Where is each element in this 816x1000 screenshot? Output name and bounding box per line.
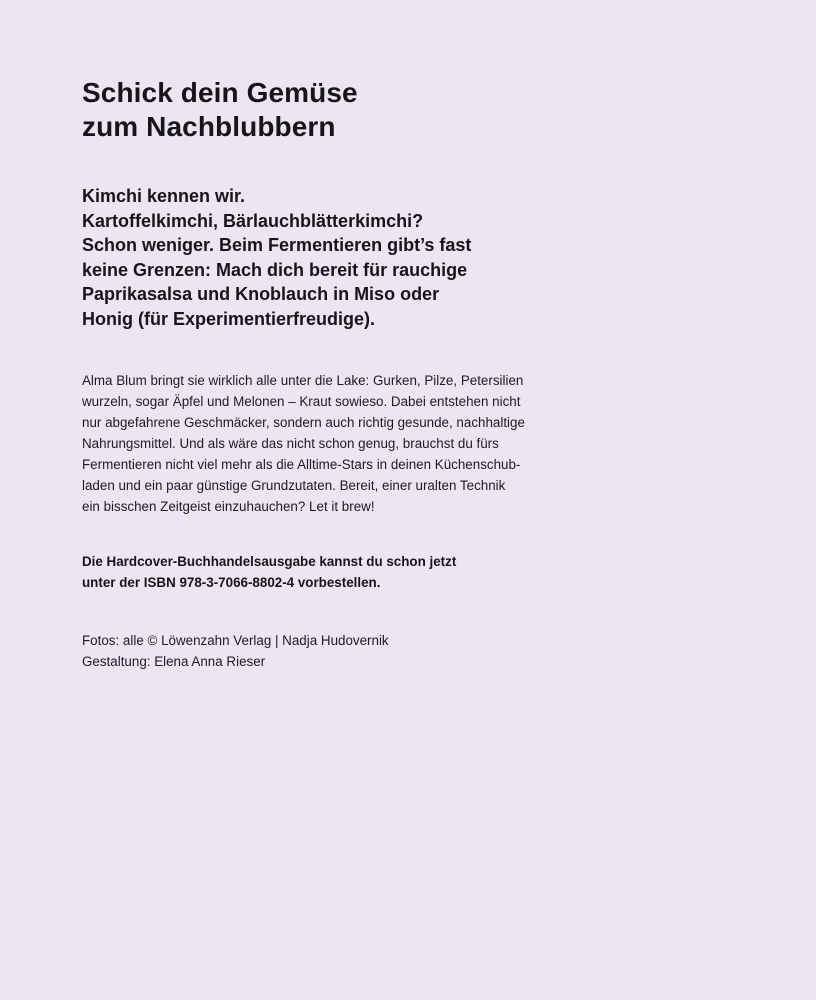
lead-line: Honig (für Experimentierfreudige). [82, 308, 376, 329]
body-line: wurzeln, sogar Äpfel und Melonen – Kraut sowieso. Dabei entstehen nicht [82, 393, 521, 409]
lead-line: Paprikasalsa und Knoblauch in Miso oder [82, 284, 440, 305]
preorder-note [82, 551, 622, 593]
preorder-line: Die Hardcover-Buchhandelsausgabe kannst du schon jetzt [82, 553, 457, 569]
preorder-line: unter der ISBN 978-3-7066-8802-4 vorbestellen. [82, 574, 381, 590]
body-line: nur abgefahrene Geschmäcker, sondern auch richtig gesunde, nachhaltige [82, 414, 525, 430]
body-line: laden und ein paar günstige Grundzutaten. Bereit, einer uralten Technik [82, 477, 506, 493]
design-credit: Gestaltung: Elena Anna Rieser [82, 653, 266, 669]
lead-paragraph [82, 184, 622, 332]
body-line: Alma Blum bringt sie wirklich alle unter die Lake: Gurken, Pilze, Petersilien [82, 372, 524, 388]
body-line: Fermentieren nicht viel mehr als die Alltime-Stars in deinen Küchenschub- [82, 456, 521, 472]
headline-line: zum Nachblubbern [82, 111, 336, 142]
lead-line: Kartoffelkimchi, Bärlauchblätterkimchi? [82, 210, 424, 231]
body-line: Nahrungsmittel. Und als wäre das nicht schon genug, brauchst du fürs [82, 435, 499, 451]
lead-line: Schon weniger. Beim Fermentieren gibt’s fast [82, 235, 472, 256]
photo-credit: Fotos: alle © Löwenzahn Verlag | Nadja Hudovernik [82, 632, 389, 648]
body-line: ein bisschen Zeitgeist einzuhauchen? Let it brew! [82, 498, 375, 514]
text-column [82, 76, 622, 672]
credits [82, 630, 622, 672]
lead-line: Kimchi kennen wir. [82, 186, 246, 206]
lead-line: keine Grenzen: Mach dich bereit für rauchige [82, 259, 468, 280]
headline-line: Schick dein Gemüse [82, 77, 358, 108]
body-paragraph [82, 370, 622, 517]
page-title [82, 76, 622, 144]
